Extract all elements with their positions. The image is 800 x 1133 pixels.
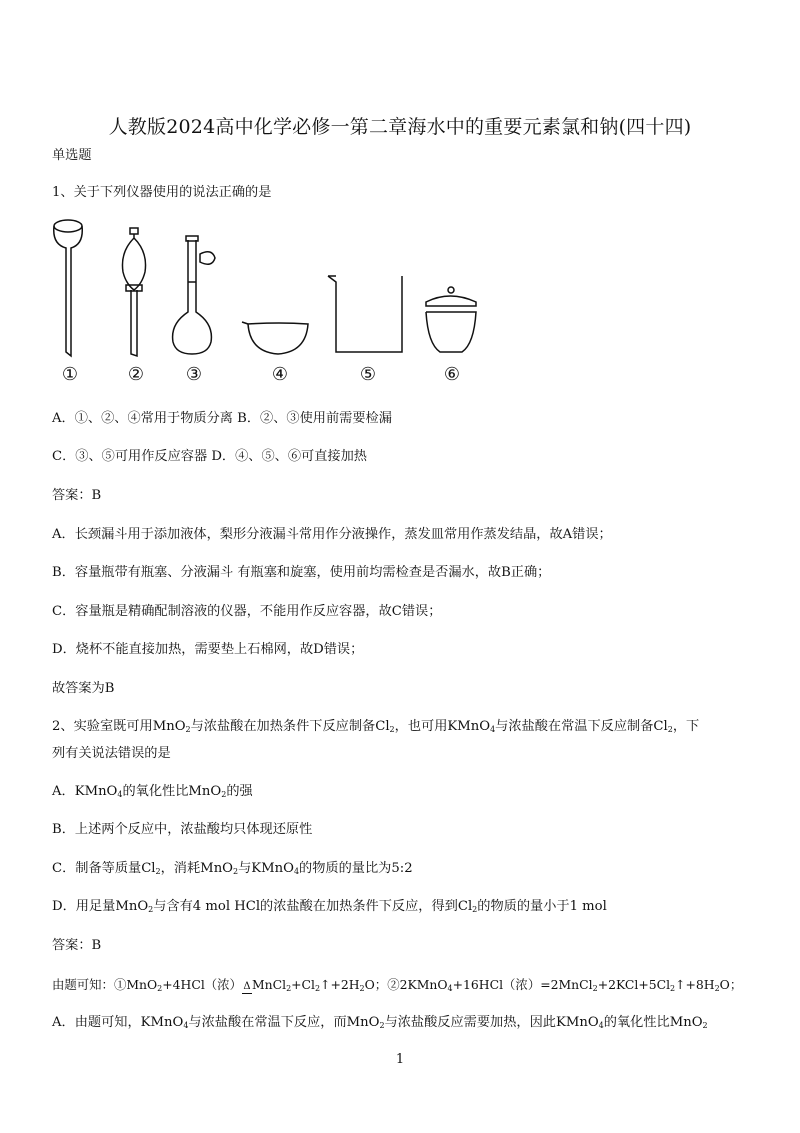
- long-neck-funnel-drawing: [54, 220, 83, 356]
- subscript: 4: [447, 984, 453, 993]
- q2-stem-part: 与浓盐酸在常温下反应制备Cl: [495, 719, 668, 734]
- figure-label-5: ⑤: [359, 364, 377, 385]
- subscript: 2: [185, 725, 191, 734]
- subscript: 2: [592, 984, 598, 993]
- subscript: 2: [221, 790, 227, 799]
- text-part: MnCl: [251, 977, 287, 992]
- q2-stem-part: 2、实验室既可用MnO: [52, 719, 186, 734]
- text-part: O；②2KMnO: [364, 977, 448, 992]
- q2-explanation-a: [52, 1014, 752, 1035]
- q2-stem-part: 与浓盐酸在加热条件下反应制备Cl: [190, 719, 390, 734]
- q1-options-cd: C．③、⑤可用作反应容器 D．④、⑤、⑥可直接加热: [52, 449, 367, 464]
- question-2-stem-line2: 列有关说法错误的是: [52, 746, 171, 761]
- q2-answer: 答案：B: [52, 938, 102, 953]
- subscript: 2: [667, 725, 673, 734]
- subscript: 4: [183, 1021, 189, 1030]
- subscript: 2: [315, 984, 321, 993]
- text-part: 与含有4 mol HCl的浓盐酸在加热条件下反应，得到Cl: [153, 899, 473, 914]
- subscript: 2: [714, 984, 720, 993]
- apparatus-figure: [40, 212, 720, 362]
- text-part: +2KCl+5Cl: [597, 977, 671, 992]
- subscript: 2: [389, 725, 395, 734]
- q2-option-a: [52, 783, 752, 804]
- text-part: 的物质的量小于1 mol: [477, 899, 607, 914]
- subscript: 2: [670, 984, 676, 993]
- separatory-funnel-drawing: [122, 228, 145, 356]
- subscript: 2: [702, 1021, 708, 1030]
- text-part: 与浓盐酸反应需要加热，因此KMnO: [384, 1015, 599, 1030]
- figure-label-6: ⑥: [443, 364, 461, 385]
- subscript: 2: [233, 867, 239, 876]
- subscript: 2: [472, 905, 478, 914]
- subscript: 4: [293, 867, 300, 876]
- q2-stem-part: ，也可用KMnO: [394, 719, 491, 734]
- q1-explanation-d: D．烧杯不能直接加热，需要垫上石棉网，故D错误；: [52, 642, 364, 657]
- text-part: 与KMnO: [238, 861, 294, 876]
- text-part: O；: [719, 977, 743, 992]
- figure-label-1: ①: [61, 364, 79, 385]
- section-label: 单选题: [52, 148, 92, 163]
- heat-equals-sign: Δ: [243, 981, 251, 992]
- q1-conclusion: 故答案为B: [52, 681, 115, 696]
- subscript: 4: [490, 725, 496, 734]
- text-part: 的氧化性比MnO: [122, 784, 222, 799]
- question-2-stem: [52, 718, 752, 739]
- page-title: 人教版2024高中化学必修一第二章海水中的重要元素氯和钠(四十四): [108, 116, 692, 138]
- q1-explanation-a: A．长颈漏斗用于添加液体，梨形分液漏斗常用作分液操作，蒸发皿常用作蒸发结晶，故A错误；: [52, 527, 612, 542]
- subscript: 4: [598, 1021, 604, 1030]
- text-part: ，消耗MnO: [160, 861, 233, 876]
- q2-option-d: [52, 898, 752, 919]
- subscript: 2: [155, 867, 161, 876]
- question-1-stem: 1、关于下列仪器使用的说法正确的是: [52, 185, 272, 200]
- q2-option-c: [52, 860, 752, 881]
- q1-explanation-b: B．容量瓶带有瓶塞、分液漏斗 有瓶塞和旋塞，使用前均需检查是否漏水，故B正确；: [52, 565, 551, 580]
- text-part: 与浓盐酸在常温下反应，而MnO: [188, 1015, 380, 1030]
- text-part: +4HCl（浓）: [162, 977, 242, 992]
- text-part: 的物质的量比为5:2: [299, 861, 413, 876]
- text-part: C．制备等质量Cl: [52, 861, 156, 876]
- subscript: 2: [148, 905, 154, 914]
- text-part: ↑+2H: [320, 977, 360, 992]
- text-part: 的氧化性比MnO: [603, 1015, 703, 1030]
- q1-answer: 答案：B: [52, 488, 102, 503]
- figure-label-3: ③: [185, 364, 203, 385]
- crucible-drawing: [426, 287, 476, 352]
- text-part: D．用足量MnO: [52, 899, 149, 914]
- text-part: A．由题可知，KMnO: [52, 1015, 184, 1030]
- beaker-drawing: [328, 276, 402, 352]
- subscript: 2: [359, 984, 365, 993]
- subscript: 4: [117, 790, 123, 799]
- figure-label-4: ④: [271, 364, 289, 385]
- text-part: +16HCl（浓）=2MnCl: [452, 977, 593, 992]
- q2-stem-part: ，下: [672, 719, 700, 734]
- text-part: +Cl: [291, 977, 315, 992]
- q2-option-b: B．上述两个反应中，浓盐酸均只体现还原性: [52, 822, 313, 837]
- subscript: 2: [286, 984, 292, 993]
- text-part: 由题可知：①MnO: [52, 977, 158, 992]
- text-part: ↑+8H: [675, 977, 715, 992]
- text-part: 的强: [226, 784, 253, 799]
- q2-equations: [52, 976, 752, 998]
- text-part: A．KMnO: [52, 784, 118, 799]
- q1-options-ab: A．①、②、④常用于物质分离 B．②、③使用前需要检漏: [52, 411, 392, 426]
- page-number: 1: [395, 1052, 405, 1067]
- subscript: 2: [157, 984, 163, 993]
- evaporating-dish-drawing: [242, 322, 308, 354]
- q1-explanation-c: C．容量瓶是精确配制溶液的仪器，不能用作反应容器，故C错误；: [52, 604, 442, 619]
- subscript: 2: [379, 1021, 385, 1030]
- figure-label-2: ②: [127, 364, 145, 385]
- volumetric-flask-drawing: [173, 236, 215, 354]
